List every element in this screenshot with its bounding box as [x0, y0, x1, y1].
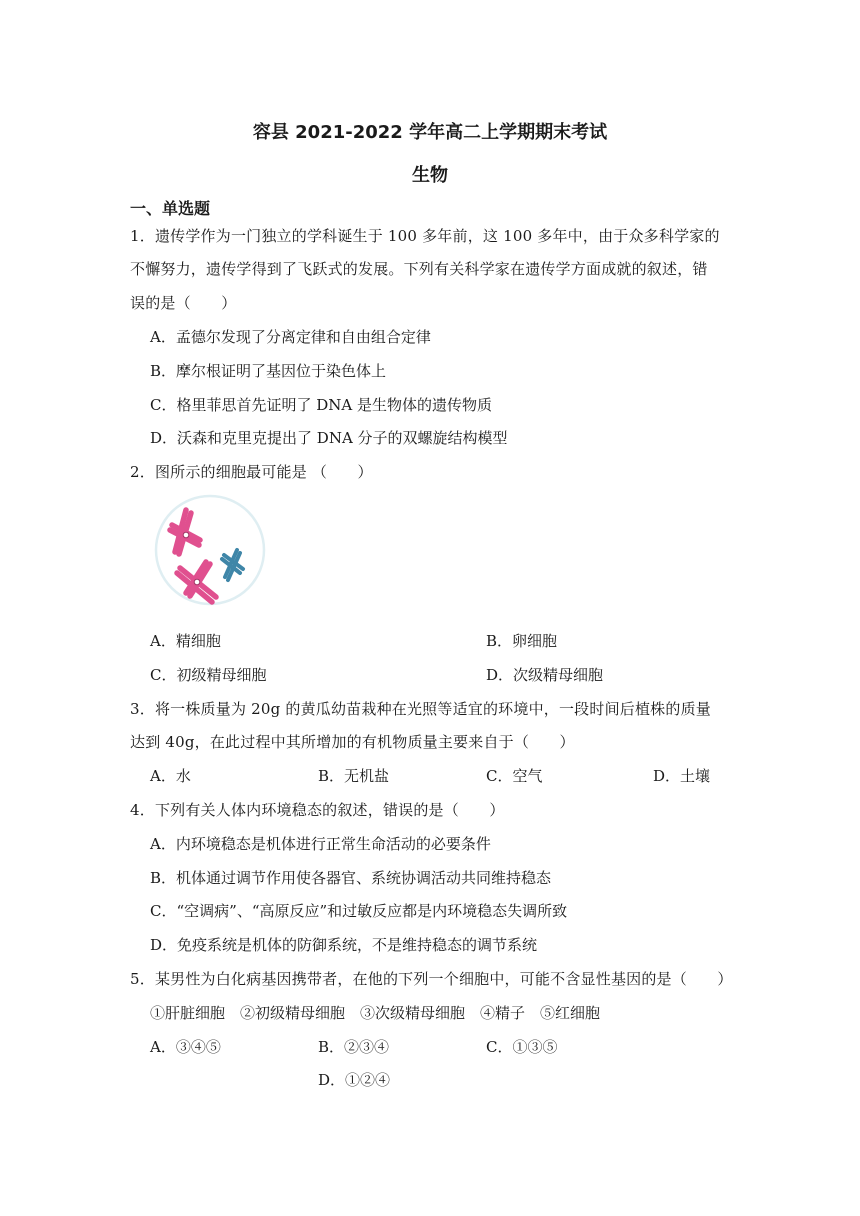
question-5-cell-list: ①肝脏细胞 ②初级精母细胞 ③次级精母细胞 ④精子 ⑤红细胞 [150, 1004, 601, 1022]
question-1-line-1: 1．遗传学作为一门独立的学科诞生于 100 多年前，这 100 多年中，由于众多科学家的 [130, 227, 720, 245]
question-5-line-1: 5．某男性为白化病基因携带者，在他的下列一个细胞中，可能不含显性基因的是（ ） [130, 970, 733, 988]
question-1-line-3: 误的是（ ） [130, 294, 237, 312]
exam-title: 容县 2021-2022 学年高二上学期期末考试 [252, 122, 608, 143]
question-4-option-a[interactable]: A．内环境稳态是机体进行正常生命活动的必要条件 [150, 835, 491, 853]
question-5-option-c[interactable]: C．①③⑤ [486, 1038, 558, 1056]
subject-title: 生物 [412, 165, 448, 186]
question-1-option-d[interactable]: D．沃森和克里克提出了 DNA 分子的双螺旋结构模型 [150, 429, 508, 447]
question-4-line-1: 4．下列有关人体内环境稳态的叙述，错误的是（ ） [130, 801, 505, 819]
question-2-line-1: 2．图所示的细胞最可能是 （ ） [130, 463, 373, 481]
question-3-option-d[interactable]: D．土壤 [653, 767, 711, 785]
question-1-line-2: 不懈努力，遗传学得到了飞跃式的发展。下列有关科学家在遗传学方面成就的叙述，错 [130, 260, 708, 278]
question-3-option-c[interactable]: C．空气 [486, 767, 543, 785]
question-4-option-b[interactable]: B．机体通过调节作用使各器官、系统协调活动共同维持稳态 [150, 869, 552, 887]
question-5-option-d[interactable]: D．①②④ [318, 1071, 391, 1089]
question-5-option-b[interactable]: B．②③④ [318, 1038, 390, 1056]
cell-membrane [156, 496, 264, 604]
question-1-option-b[interactable]: B．摩尔根证明了基因位于染色体上 [150, 362, 387, 380]
question-3-line-1: 3．将一株质量为 20g 的黄瓜幼苗栽种在光照等适宜的环境中，一段时间后植株的质量 [130, 700, 711, 718]
question-3-line-2: 达到 40g，在此过程中其所增加的有机物质量主要来自于（ ） [130, 733, 575, 751]
section-heading: 一、单选题 [130, 199, 211, 218]
question-2-option-c[interactable]: C．初级精母细胞 [150, 666, 267, 684]
question-1-option-c[interactable]: C．格里菲思首先证明了 DNA 是生物体的遗传物质 [150, 396, 492, 414]
question-4-option-d[interactable]: D．免疫系统是机体的防御系统，不是维持稳态的调节系统 [150, 936, 538, 954]
centromere-top [183, 532, 189, 538]
chromosome-cell-diagram [150, 492, 275, 612]
question-3-option-a[interactable]: A．水 [150, 767, 191, 785]
question-1-option-a[interactable]: A．孟德尔发现了分离定律和自由组合定律 [150, 328, 431, 346]
question-2-option-d[interactable]: D．次级精母细胞 [486, 666, 604, 684]
question-5-option-a[interactable]: A．③④⑤ [150, 1038, 221, 1056]
question-3-option-b[interactable]: B．无机盐 [318, 767, 390, 785]
question-4-option-c[interactable]: C．“空调病”、“高原反应”和过敏反应都是内环境稳态失调所致 [150, 902, 568, 920]
question-2-option-b[interactable]: B．卵细胞 [486, 632, 558, 650]
centromere-bottom [194, 579, 200, 585]
small-chromosome [222, 550, 243, 580]
question-2-option-a[interactable]: A．精细胞 [150, 632, 221, 650]
